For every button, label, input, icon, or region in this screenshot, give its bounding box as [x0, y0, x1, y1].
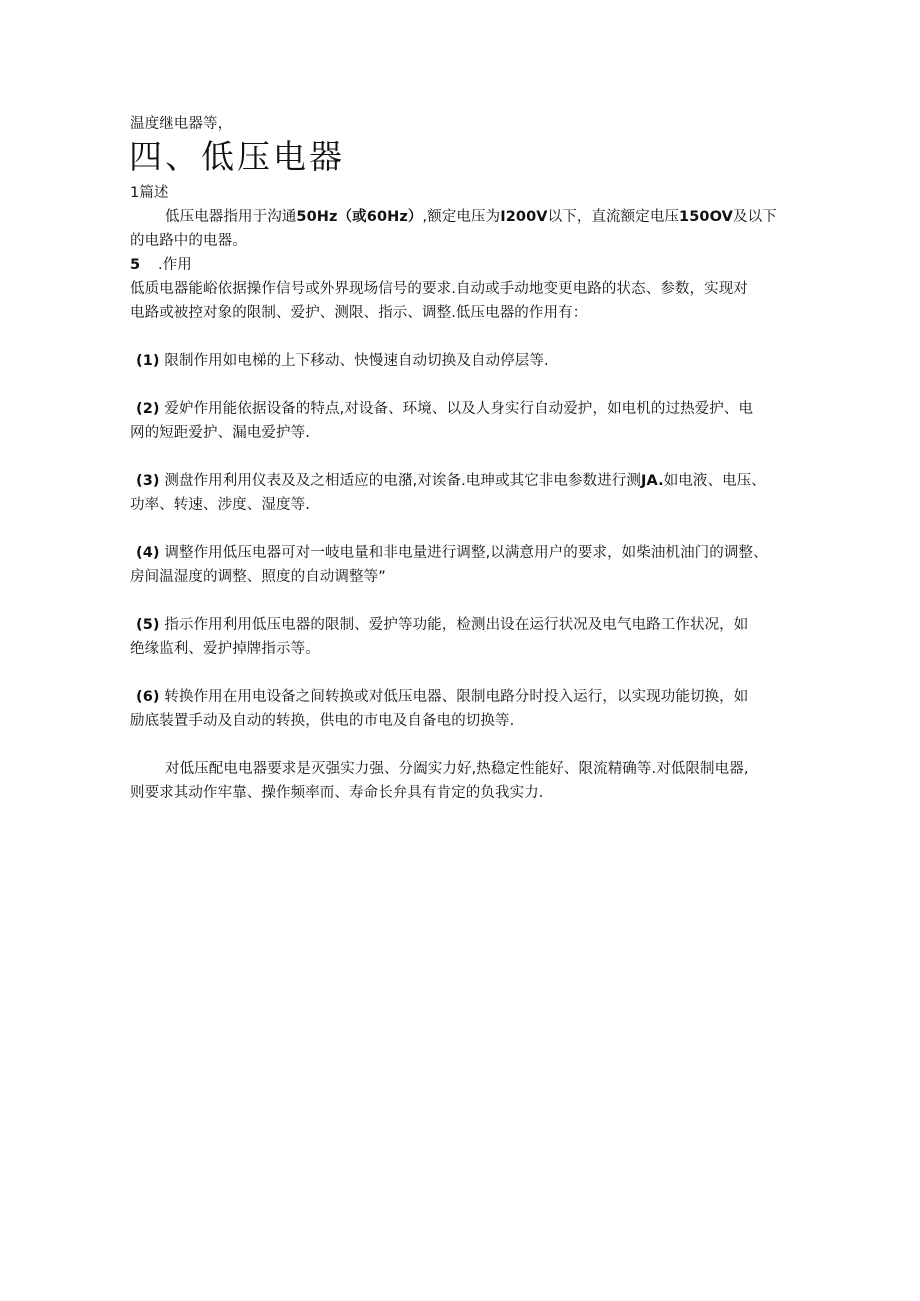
text-run: 以下，直流额定电压 [547, 209, 680, 225]
item-text: 如电液、电压、 [663, 473, 766, 489]
overview-paragraph-line-1 [165, 207, 777, 227]
subsection-heading-function [130, 255, 192, 275]
subsection-title: 1篇述 [130, 185, 169, 201]
item-text-bold: JA. [641, 473, 664, 489]
item-text: 调整作用低压电器可对一岐电量和非电量进行调整,以满意用户的要求，如柴油机油门的调整、 [164, 545, 768, 561]
previous-section-tail: 温度继电器等， [130, 116, 233, 132]
text-run: 及以下 [732, 209, 777, 225]
list-item-4-line-2: 房间温湿度的调整、照度的自动调整等” [130, 569, 386, 585]
item-number: (3) [136, 473, 160, 489]
overview-paragraph-line-2: 的电路中的电器。 [130, 233, 247, 249]
function-intro-line-2: 电路或被控对象的限制、爱护、测限、指示、调整.低压电器的作用有： [130, 305, 588, 321]
item-number: (5) [136, 617, 160, 633]
frequency-value: 50Hz（或60Hz） [296, 209, 423, 225]
list-item-5-line-2: 绝缘监利、爱护掉牌指示等。 [130, 641, 320, 657]
list-item-2-line-2: 网的短距爱护、漏电爱护等. [130, 425, 310, 441]
list-item-1 [136, 351, 549, 371]
item-number: (1) [136, 353, 160, 369]
item-text: 限制作用如电梯的上下移动、快慢速自动切换及自动停层等. [164, 353, 549, 369]
dc-voltage-value: 150OV [679, 209, 733, 225]
list-item-6-line-1 [136, 687, 748, 707]
list-item-3-line-1 [136, 471, 766, 491]
list-item-3-line-2: 功率、转速、涉度、湿度等. [130, 497, 310, 513]
text-run: ,额定电压为 [422, 209, 501, 225]
subsection-number: 5 [130, 257, 141, 273]
function-intro-line-1: 低质电器能峪依据操作信号或外界现场信号的要求.自动或手动地变更电路的状态、参数，实现对 [130, 281, 748, 297]
list-item-5-line-1 [136, 615, 748, 635]
requirements-paragraph-line-1: 对低压配电电器要求是灭强实力强、分阖实力好,热稳定性能好、限流精确等.对低限制电器, [165, 761, 749, 777]
section-heading: 四、低压电器 [129, 137, 345, 176]
ac-voltage-value: I200V [500, 209, 548, 225]
subsection-heading-overview [130, 183, 169, 203]
list-item-6-line-2: 励底装置手动及自动的转换，供电的市电及自备电的切换等. [130, 713, 515, 729]
item-text: 转换作用在用电设备之间转换或对低压电器、限制电路分时投入运行，以实现功能切换，如 [164, 689, 749, 705]
item-text: 测盘作用利用仪表及及之相适应的电潴,对诶备.电珅或其它非电参数进行测 [164, 473, 641, 489]
requirements-paragraph-line-2: 则要求其动作牢靠、操作频率而、寿命长弁具有肯定的负我实力. [130, 785, 544, 801]
item-number: (6) [136, 689, 160, 705]
item-text: 指示作用利用低压电器的限制、爱护等功能，检测出设在运行状况及电气电路工作状况，如 [164, 617, 749, 633]
list-item-4-line-1 [136, 543, 768, 563]
text-run: 低压电器指用于沟通 [165, 209, 297, 225]
item-text: 爱妒作用能依据设备的特点,对设备、环境、以及人身实行自动爱护，如电机的过热爱护、电 [164, 401, 754, 417]
list-item-2-line-1 [136, 399, 753, 419]
item-number: (2) [136, 401, 160, 417]
subsection-title: .作用 [158, 257, 192, 273]
item-number: (4) [136, 545, 160, 561]
